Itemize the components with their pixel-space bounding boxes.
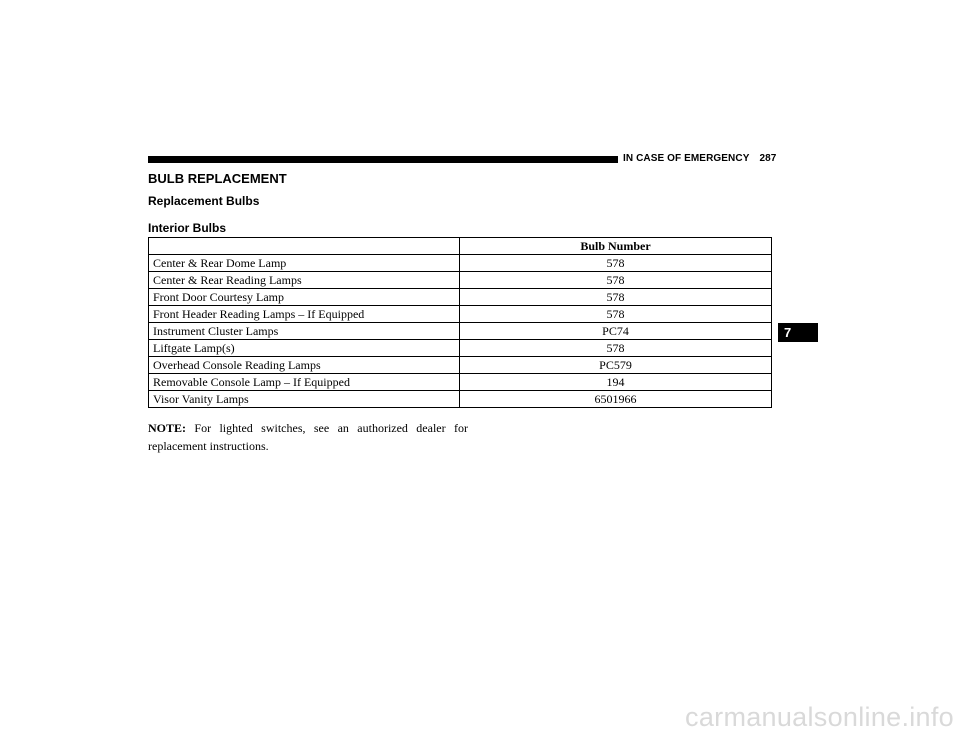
note-label: NOTE: [148,421,187,435]
cell-bulb-number: 578 [460,255,772,272]
running-header [623,153,776,164]
cell-location: Center & Rear Dome Lamp [149,255,460,272]
cell-bulb-number: 578 [460,306,772,323]
cell-location: Liftgate Lamp(s) [149,340,460,357]
section-title: BULB REPLACEMENT [148,171,287,186]
table-row [149,272,772,289]
cell-location: Center & Rear Reading Lamps [149,272,460,289]
table-row [149,323,772,340]
cell-location: Instrument Cluster Lamps [149,323,460,340]
cell-bulb-number: 194 [460,374,772,391]
header-rule [148,156,618,163]
interior-bulbs-table [148,237,772,408]
table-row [149,306,772,323]
table-row [149,340,772,357]
cell-location: Overhead Console Reading Lamps [149,357,460,374]
cell-bulb-number: 578 [460,289,772,306]
subtitle: Replacement Bulbs [148,194,260,208]
column-header-location [149,238,460,255]
page-number: 287 [759,153,777,164]
watermark: carmanualsonline.info [685,702,954,732]
table-row [149,289,772,306]
table-row [149,374,772,391]
cell-bulb-number: PC579 [460,357,772,374]
cell-bulb-number: 578 [460,272,772,289]
cell-location: Front Header Reading Lamps – If Equipped [149,306,460,323]
chapter-tab: 7 [778,323,818,342]
cell-location: Removable Console Lamp – If Equipped [149,374,460,391]
note-paragraph [148,419,468,455]
table-row [149,255,772,272]
cell-location: Front Door Courtesy Lamp [149,289,460,306]
cell-bulb-number: PC74 [460,323,772,340]
column-header-bulb-number: Bulb Number [460,238,772,255]
table-header-row [149,238,772,255]
cell-bulb-number: 6501966 [460,391,772,408]
note-text: For lighted switches, see an authorized dealer for replacement instructions. [148,421,468,453]
table-row [149,391,772,408]
table-row [149,357,772,374]
table-title: Interior Bulbs [148,221,227,235]
header-section-name: IN CASE OF EMERGENCY [623,153,750,164]
cell-bulb-number: 578 [460,340,772,357]
cell-location: Visor Vanity Lamps [149,391,460,408]
